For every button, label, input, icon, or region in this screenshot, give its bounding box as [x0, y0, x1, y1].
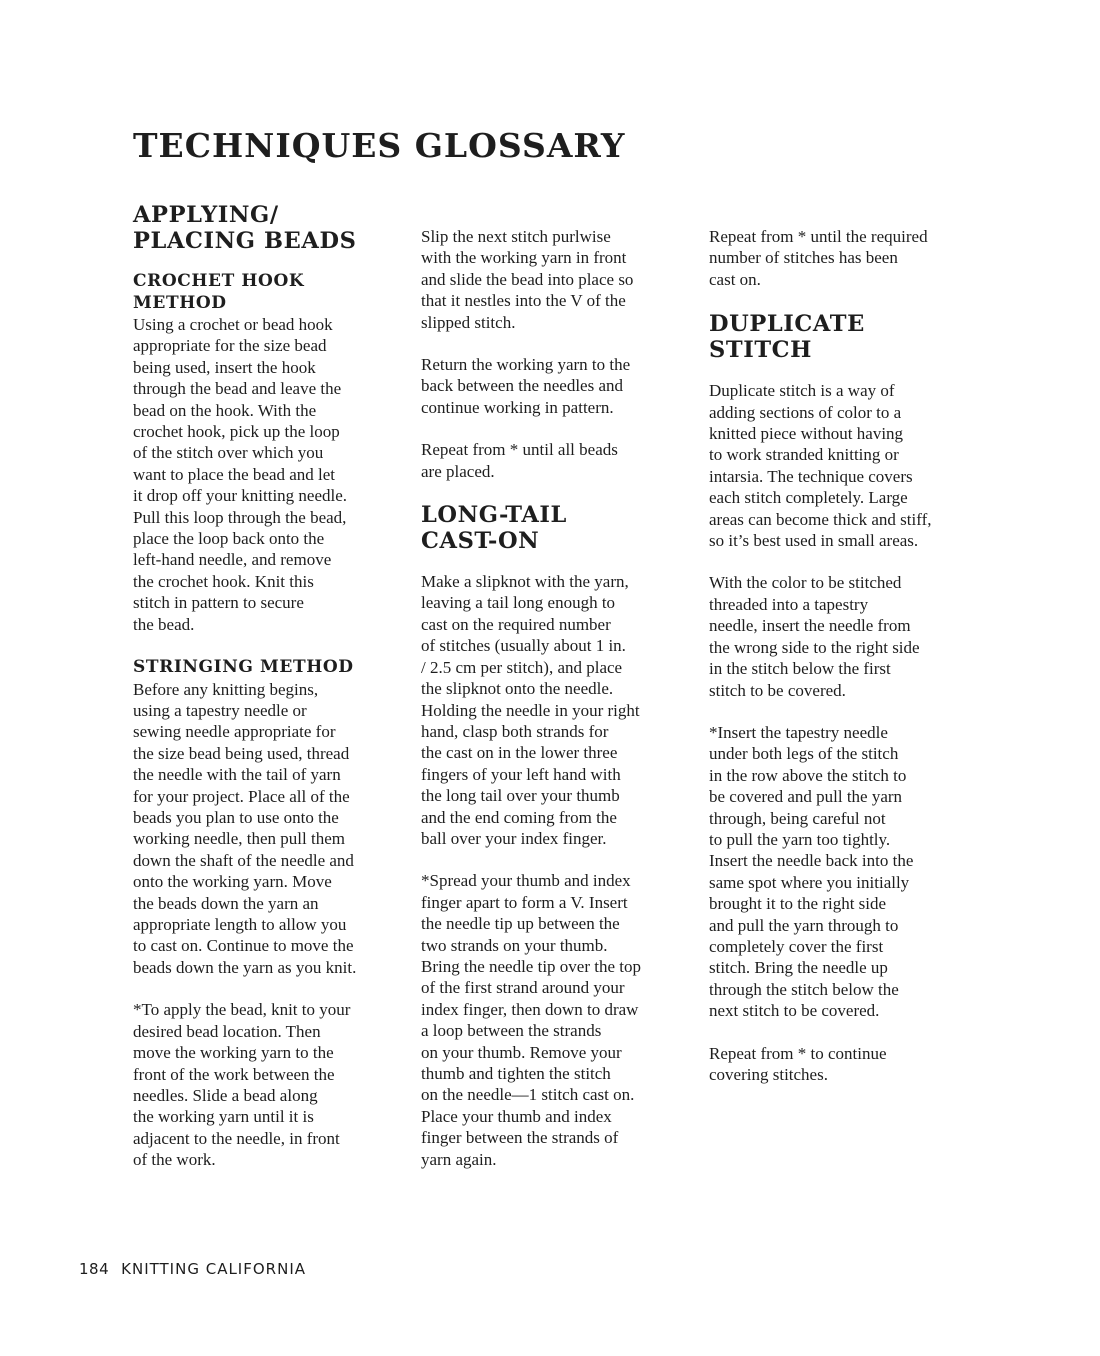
paragraph: Slip the next stitch purlwise with the working yarn in front and slide the bead into place so that it nestles into the V of the slipped stitch.	[421, 227, 634, 332]
paragraph: Repeat from * until all beads are placed.	[421, 440, 618, 481]
paragraph: *Spread your thumb and index finger apart to form a V. Insert the needle tip up between the two strands on your thumb. Bring the needle tip over the top of the first strand around your index finger, then down to draw a loop between the strands on your thumb. Remove your thumb and tighten the stitch on the needle—1 stitch cast on. Place your thumb and index finger between the strands of yarn again.	[421, 871, 641, 1169]
paragraph: *To apply the bead, knit to your desired bead location. Then move the working yarn to the front of the work between the needles. Slide a bead along the working yarn until it is adjacent to the needle, in front of the work.	[133, 1000, 351, 1170]
paragraph: *Insert the tapestry needle under both legs of the stitch in the row above the stitch to be covered and pull the yarn through, being careful not to pull the yarn too tightly. Insert the needle back into the same spot where you initially brought it to the right side and pull the yarn through to completely cover the first stitch. Bring the needle up through the stitch below the next stitch to be covered.	[709, 722, 914, 1021]
paragraph: Duplicate stitch is a way of adding sections of color to a knitted piece without having to work stranded knitting or intarsia. The technique covers each stitch completely. Large areas can become thick and stiff, so it’s best used in small areas.	[709, 381, 932, 551]
paragraph: Using a crochet or bead hook appropriate for the size bead being used, insert the hook through the bead and leave the bead on the hook. With the crochet hook, pick up the loop of the stitch over which you want to place the bead and let it drop off your knitting needle. Pull this loop through the bead, place the loop back onto the left-hand needle, and remove the crochet hook. Knit this stitch in pattern to secure the bead.	[133, 315, 348, 634]
paragraph: Repeat from * until the required number of stitches has been cast on.	[709, 227, 928, 289]
column-1	[133, 203, 401, 1171]
paragraph: Return the working yarn to the back between the needles and continue working in pattern.	[421, 355, 631, 417]
section-heading-duplicate-stitch: DUPLICATE STITCH	[709, 311, 865, 363]
paragraph: With the color to be stitched threaded into a tapestry needle, insert the needle from the wrong side to the right side in the stitch below the first stitch to be covered.	[709, 573, 920, 700]
section-heading-long-tail-cast-on: LONG-TAIL CAST-ON	[421, 502, 567, 554]
paragraph: Repeat from * to continue covering stitches.	[709, 1043, 887, 1084]
subheading-crochet-hook-method: CROCHET HOOK METHOD	[133, 271, 305, 313]
page-title: TECHNIQUES GLOSSARY	[133, 126, 626, 165]
paragraph: Before any knitting begins, using a tapestry needle or sewing needle appropriate for the size bead being used, thread the needle with the tail of yarn for your project. Place all of the beads you plan to use onto the working needle, then pull them down the shaft of the needle and onto the working yarn. Move the beads down the yarn an appropriate length to allow you to cast on. Continue to move the beads down the yarn as you knit.	[133, 679, 357, 977]
column-3	[709, 226, 977, 1085]
running-footer-book-title: KNITTING CALIFORNIA	[121, 1260, 306, 1278]
paragraph: Make a slipknot with the yarn, leaving a tail long enough to cast on the required number of stitches (usually about 1 in. / 2.5 cm per stitch), and place the slipknot onto the needle. Holding the needle in your right hand, clasp both strands for the cast on in the lower three fingers of your left hand with the long tail over your thumb and the end coming from the ball over your index finger.	[421, 572, 640, 848]
column-2	[421, 226, 689, 1170]
page-number: 184	[79, 1260, 110, 1278]
section-heading-applying-beads: APPLYING/ PLACING BEADS	[133, 202, 357, 254]
page-footer	[79, 1259, 306, 1279]
subheading-stringing-method: STRINGING METHOD	[133, 657, 354, 678]
